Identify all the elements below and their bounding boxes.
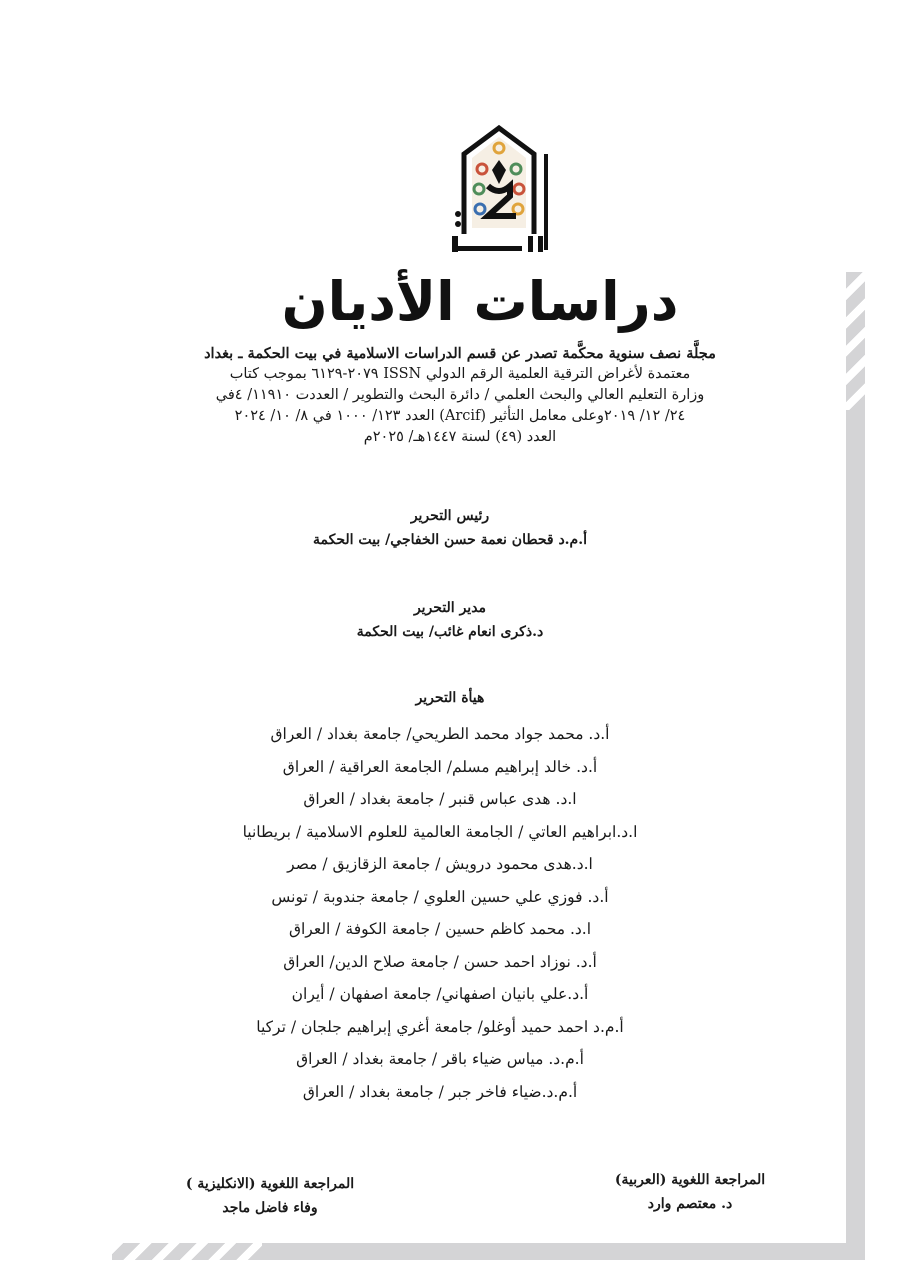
board-member: أ.د. خالد إبراهيم مسلم/ الجامعة العراقية / العراق <box>282 757 598 776</box>
bayt-al-hikma-logo-icon <box>444 124 554 254</box>
editor-in-chief-section <box>200 504 700 552</box>
info-line: مجلَّة نصف سنوية محكَّمة تصدر عن قسم الدراسات الاسلامية في بيت الحكمة ـ بغداد <box>204 345 716 362</box>
arabic-review-section <box>560 1168 820 1216</box>
board-member: ا.د. هدى عباس قنبر / جامعة بغداد / العراق <box>303 790 577 808</box>
frame-border-right <box>846 410 865 1260</box>
decorative-stripes-right <box>846 272 865 412</box>
arabic-review-name: د. معتصم وارد <box>647 1196 733 1212</box>
decorative-stripes-bottom <box>112 1243 262 1260</box>
board-member: أ.م.د احمد حميد أوغلو/ جامعة أغري إبراهيم جلجان / تركيا <box>256 1017 624 1036</box>
editor-in-chief-heading: رئيس التحرير <box>410 508 490 524</box>
board-member: أ.م.د. مياس ضياء باقر / جامعة بغداد / العراق <box>296 1050 584 1068</box>
journal-info <box>150 343 770 448</box>
editorial-board-heading: هيأة التحرير <box>415 690 485 706</box>
board-member: ا.د.ابراهيم العاتي / الجامعة العالمية للعلوم الاسلامية / بريطانيا <box>242 822 638 841</box>
arabic-review-heading: المراجعة اللغوية (العربية) <box>614 1172 766 1188</box>
managing-editor-heading: مدير التحرير <box>413 600 487 616</box>
editor-in-chief-name: أ.م.د قحطان نعمة حسن الخفاجي/ بيت الحكمة <box>313 532 587 548</box>
managing-editor-section <box>200 596 700 644</box>
info-line: وزارة التعليم العالي والبحث العلمي / دائرة البحث والتطوير / العددت ١١٩١٠/ ٤في <box>215 387 705 403</box>
board-member: أ.د.علي بانيان اصفهاني/ جامعة اصفهان / أيران <box>291 985 589 1003</box>
board-member: أ.د. فوزي علي حسين العلوي / جامعة جندوبة / تونس <box>271 887 609 906</box>
english-review-name: وفاء فاضل ماجد <box>222 1200 318 1216</box>
english-review-section <box>140 1172 400 1220</box>
info-line: ٢٤/ ١٢/ ٢٠١٩وعلى معامل التأثير (Arcif) العدد ١٢٣/ ١٠٠٠ في ٨/ ١٠/ ٢٠٢٤ <box>234 408 686 424</box>
board-member: ا.د. محمد كاظم حسين / جامعة الكوفة / العراق <box>288 920 592 938</box>
journal-title: دراسات الأديان <box>281 270 679 333</box>
board-member: ا.د.هدى محمود درويش / جامعة الزقازيق / مصر <box>287 855 593 873</box>
editorial-board-list <box>160 718 720 1108</box>
info-line: معتمدة لأغراض الترقية العلمية الرقم الدولي ISSN ٢٠٧٩-٦١٢٩ بموجب كتاب <box>229 366 691 382</box>
frame-border-bottom <box>260 1243 865 1260</box>
managing-editor-name: د.ذكرى انعام غائب/ بيت الحكمة <box>356 624 544 640</box>
board-member: أ.د. نوزاد احمد حسن / جامعة صلاح الدين/ العراق <box>283 952 597 971</box>
english-review-heading: المراجعة اللغوية (الانكليزية ) <box>185 1176 355 1192</box>
board-member: أ.م.د.ضياء فاخر جبر / جامعة بغداد / العراق <box>302 1082 578 1101</box>
info-line: العدد (٤٩) لسنة ١٤٤٧هـ/ ٢٠٢٥م <box>363 429 557 445</box>
board-member: أ.د. محمد جواد محمد الطريحي/ جامعة بغداد / العراق <box>270 725 610 743</box>
